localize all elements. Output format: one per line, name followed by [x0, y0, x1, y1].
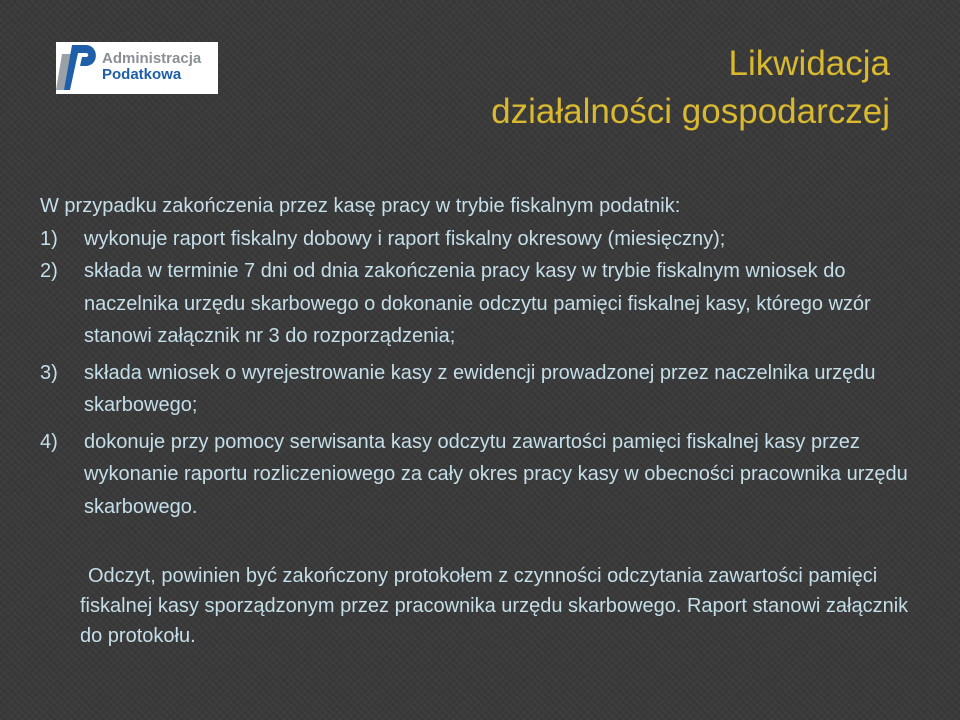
- logo-text-podatkowa: Podatkowa: [102, 66, 182, 83]
- administracja-podatkowa-logo: [56, 42, 218, 94]
- list-item-text: składa w terminie 7 dni od dnia zakończenia pracy kasy w trybie fiskalnym wniosek do naczelnika urzędu skarbowego o dokonanie odczytu pamięci fiskalnej kasy, którego wzór stanowi załącznik nr 3 do rozporządzenia;: [84, 260, 871, 347]
- list-item-number: 1): [40, 227, 58, 250]
- list-item: [40, 422, 935, 524]
- note-paragraph: Odczyt, powinien być zakończony protokołem z czynności odczytania zawartości pamięci fiskalnej kasy sporządzonym przez pracownika urzędu skarbowego. Raport stanowi załącznik do protokołu.: [80, 565, 909, 647]
- title-line-2: działalności gospodarczej: [491, 92, 890, 131]
- list-item-text: wykonuje raport fiskalny dobowy i raport fiskalny okresowy (miesięczny);: [84, 227, 726, 250]
- list-item-text: dokonuje przy pomocy serwisanta kasy odczytu zawartości pamięci fiskalnej kasy przez wykonanie raportu rozliczeniowego za cały okres pracy kasy w obecności pracownika urzędu skarbowego.: [84, 430, 908, 518]
- list-item-text: składa wniosek o wyrejestrowanie kasy z ewidencji prowadzonej przez naczelnika urzędu skarbowego;: [84, 361, 876, 416]
- slide-title: [491, 40, 890, 136]
- logo-text-administracja: Administracja: [102, 50, 202, 67]
- list-item-number: 4): [40, 430, 58, 453]
- ap-logo-mark-icon: [56, 42, 102, 94]
- list-item-number: 2): [40, 260, 58, 282]
- steps-list: [40, 223, 935, 524]
- list-item: [40, 353, 935, 422]
- title-line-1: Likwidacja: [728, 44, 890, 83]
- list-item: [40, 255, 935, 353]
- slide-body: [40, 190, 935, 651]
- list-item: [40, 223, 935, 256]
- list-item-number: 3): [40, 361, 58, 384]
- intro-text: W przypadku zakończenia przez kasę pracy w trybie fiskalnym podatnik:: [40, 195, 681, 217]
